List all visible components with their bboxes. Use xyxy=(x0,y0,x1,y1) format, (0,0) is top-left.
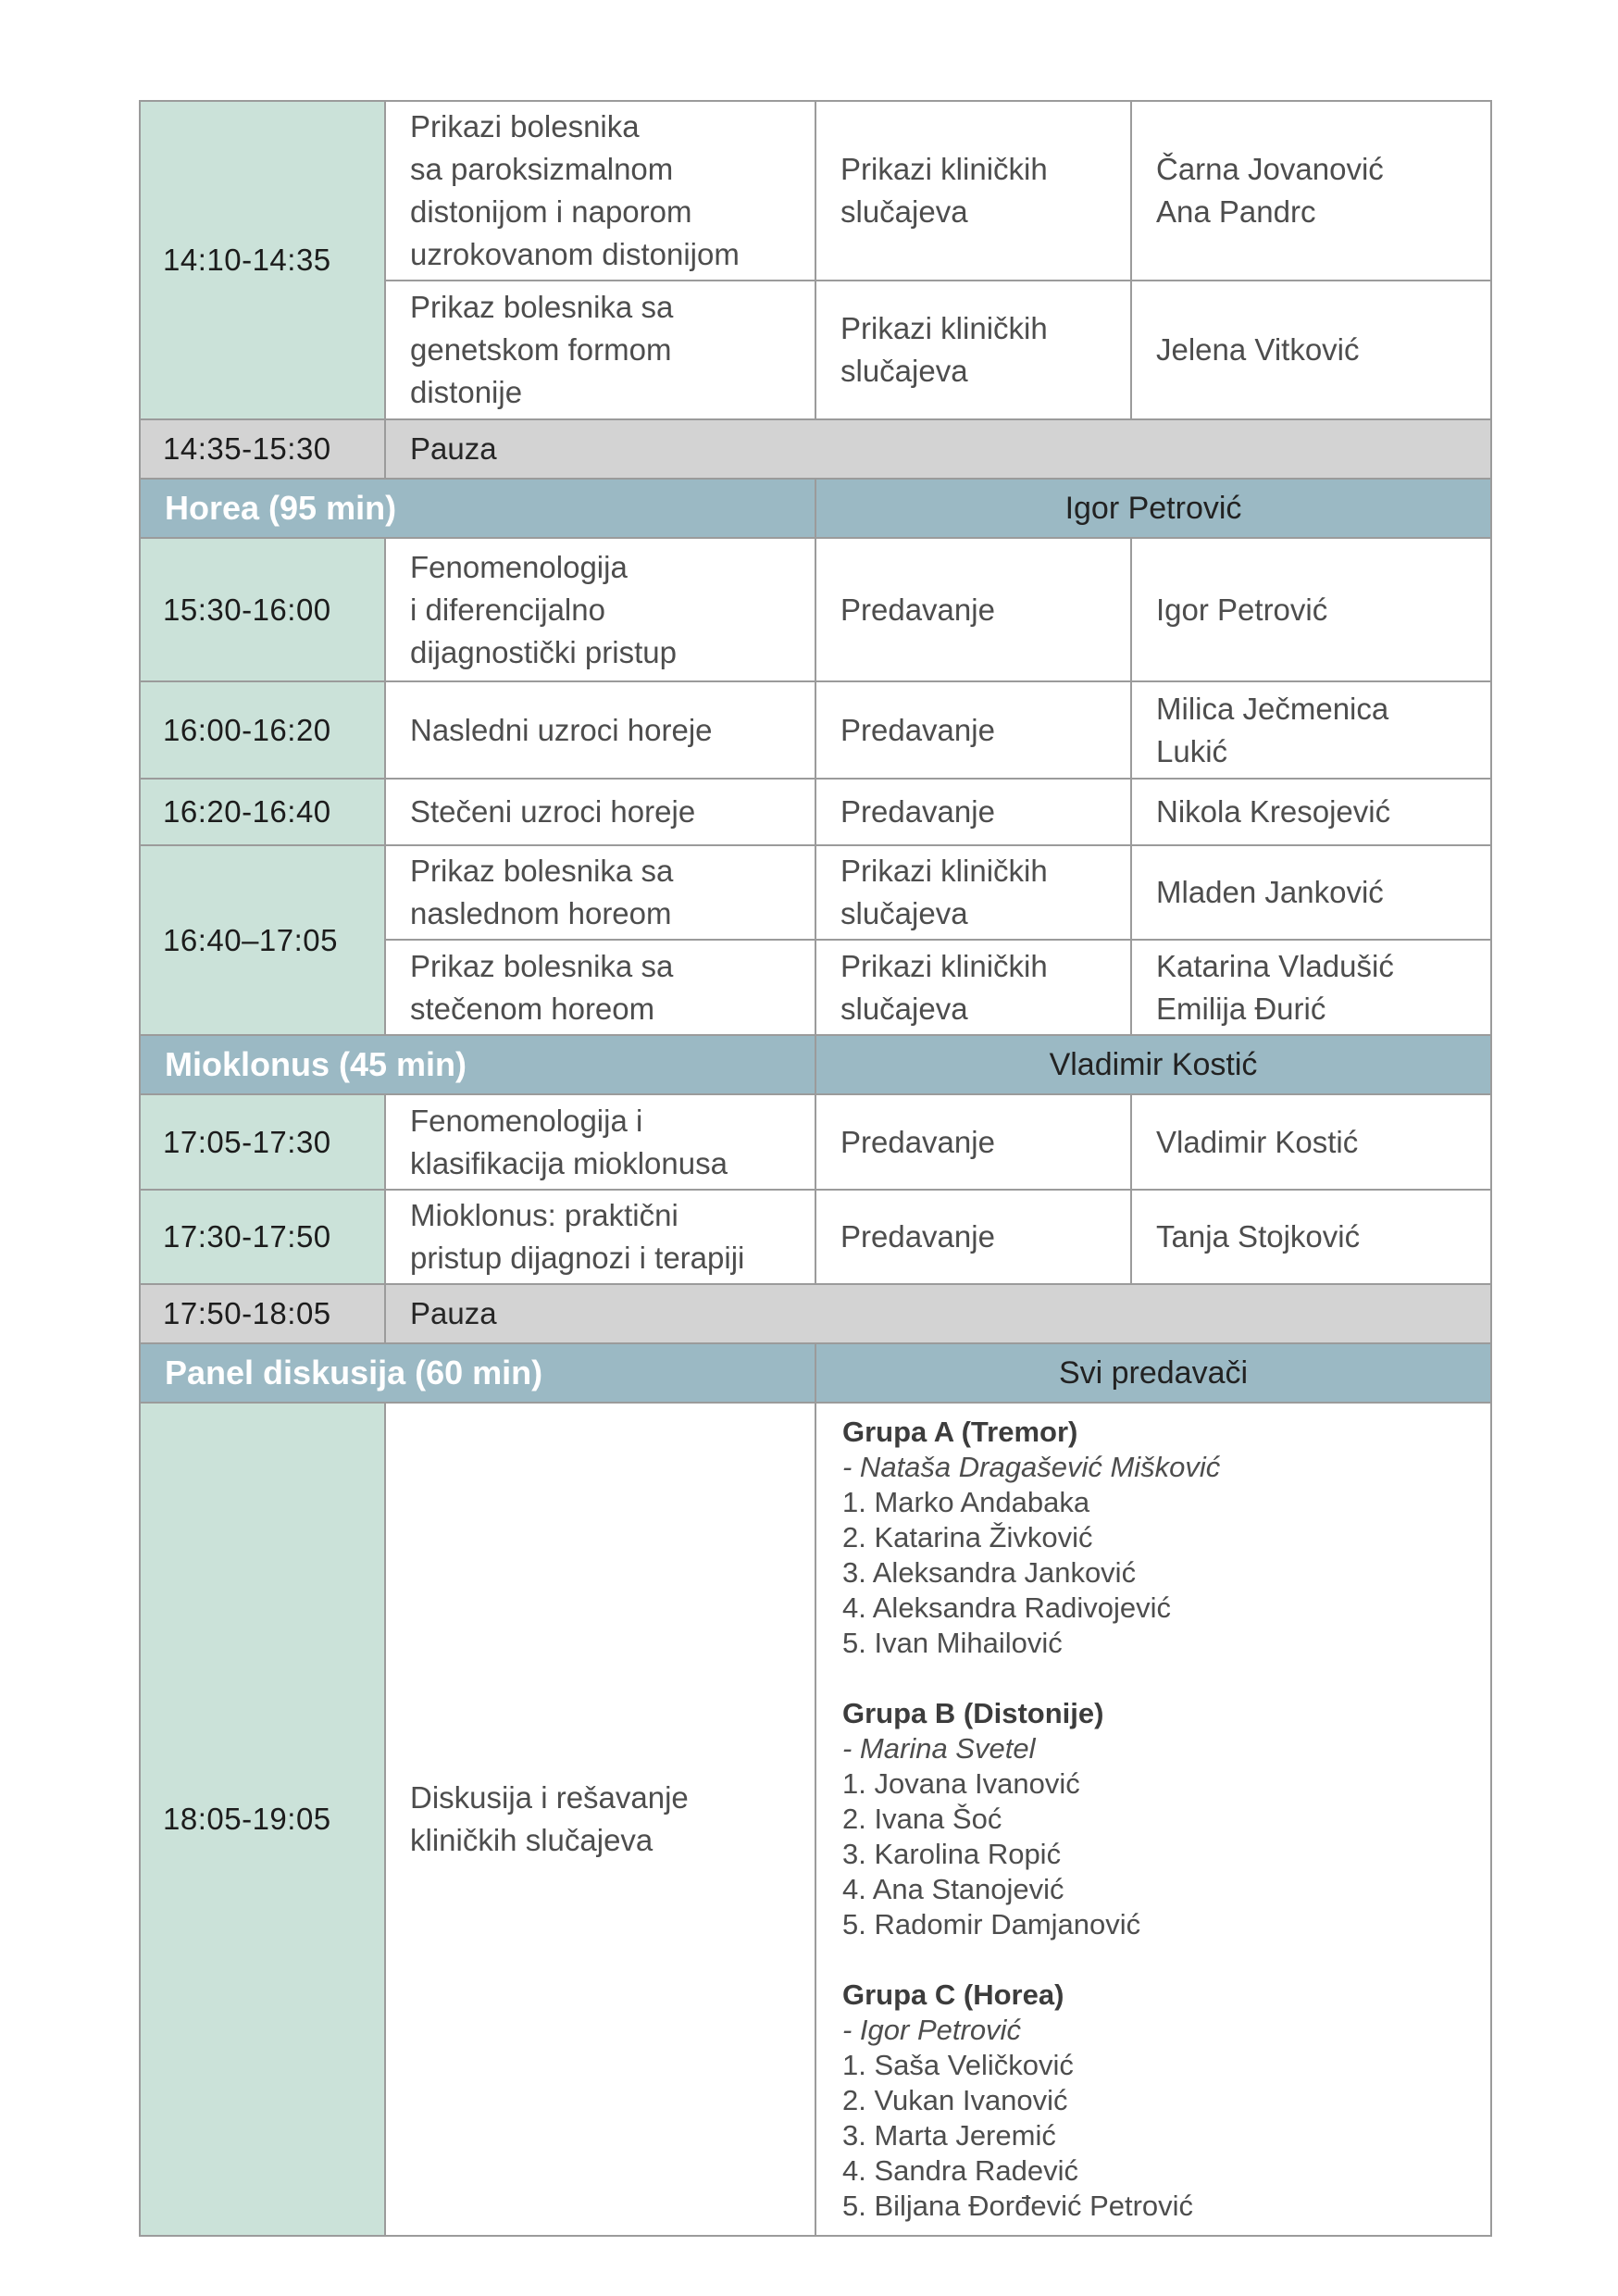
time-cell xyxy=(140,845,385,1035)
time-label: 15:30-16:00 xyxy=(163,592,331,627)
section-moderator: Vladimir Kostić xyxy=(1049,1046,1258,1082)
speaker-line: Mladen Janković xyxy=(1156,875,1384,909)
group-leader: - Marina Svetel xyxy=(842,1732,1036,1765)
type-line: Prikazi kliničkih xyxy=(840,152,1048,186)
time-cell xyxy=(140,681,385,779)
topic-cell xyxy=(385,940,815,1035)
speaker-line: Lukić xyxy=(1156,733,1228,768)
speaker-cell xyxy=(1131,1190,1491,1284)
group-member: 3. Marta Jeremić xyxy=(842,2119,1056,2152)
topic-cell xyxy=(385,538,815,681)
topic-line: Prikaz bolesnika sa xyxy=(410,854,674,888)
speaker-cell xyxy=(1131,940,1491,1035)
section-moderator: Svi predavači xyxy=(1058,1354,1249,1391)
topic-line: Prikaz bolesnika sa xyxy=(410,948,674,983)
type-cell xyxy=(815,940,1131,1035)
topic-cell xyxy=(385,1190,815,1284)
topic-line: dijagnostički pristup xyxy=(410,634,677,669)
table-row xyxy=(140,1403,1491,2236)
table-row xyxy=(140,101,1491,281)
time-cell xyxy=(140,101,385,419)
schedule-table-container xyxy=(139,100,1492,2237)
topic-line: Mioklonus: praktični xyxy=(410,1198,678,1232)
table-row xyxy=(140,779,1491,845)
table-row xyxy=(140,538,1491,681)
topic-line: sa paroksizmalnom xyxy=(410,152,674,186)
section-title: Panel diskusija (60 min) xyxy=(165,1354,543,1391)
pauza-row xyxy=(140,1284,1491,1343)
time-label: 16:00-16:20 xyxy=(163,712,331,747)
group-member: 3. Aleksandra Janković xyxy=(842,1556,1137,1589)
panel-groups-cell xyxy=(815,1403,1491,2236)
time-label: 17:05-17:30 xyxy=(163,1124,331,1159)
section-moderator: Igor Petrović xyxy=(1064,490,1242,526)
section-title-cell xyxy=(140,479,815,538)
group-member: 4. Ana Stanojević xyxy=(842,1873,1064,1905)
speaker-cell xyxy=(1131,538,1491,681)
type-line: Predavanje xyxy=(840,592,995,627)
type-line: Predavanje xyxy=(840,794,995,829)
topic-cell xyxy=(385,101,815,281)
speaker-line: Nikola Kresojević xyxy=(1156,794,1391,829)
section-header-row xyxy=(140,1343,1491,1403)
type-cell xyxy=(815,281,1131,419)
table-row xyxy=(140,845,1491,940)
time-cell xyxy=(140,1094,385,1190)
topic-line: pristup dijagnozi i terapiji xyxy=(410,1241,745,1275)
time-label: 14:35-15:30 xyxy=(163,431,331,466)
time-label: 14:10-14:35 xyxy=(163,243,331,277)
group-member: 2. Katarina Živković xyxy=(842,1521,1093,1554)
topic-cell xyxy=(385,1403,815,2236)
time-label: 16:20-16:40 xyxy=(163,794,331,829)
group-c-block xyxy=(842,1978,1490,2224)
group-spacer xyxy=(842,1661,1490,1696)
speaker-line: Tanja Stojković xyxy=(1156,1219,1361,1254)
speaker-cell xyxy=(1131,845,1491,940)
speaker-cell xyxy=(1131,779,1491,845)
section-title: Horea (95 min) xyxy=(165,489,397,527)
group-title: Grupa C (Horea) xyxy=(842,1978,1064,2011)
group-title: Grupa A (Tremor) xyxy=(842,1416,1078,1448)
time-cell xyxy=(140,1284,385,1343)
topic-line: Stečeni uzroci horeje xyxy=(410,794,696,829)
group-member: 5. Radomir Damjanović xyxy=(842,1908,1141,1940)
type-line: Prikazi kliničkih xyxy=(840,854,1048,888)
table-row xyxy=(140,1190,1491,1284)
topic-line: stečenom horeom xyxy=(410,991,655,1026)
type-cell xyxy=(815,779,1131,845)
time-label: 17:50-18:05 xyxy=(163,1296,331,1330)
table-row xyxy=(140,1094,1491,1190)
section-title-cell xyxy=(140,1035,815,1094)
group-leader: - Nataša Dragašević Mišković xyxy=(842,1451,1221,1483)
group-member: 1. Saša Veličković xyxy=(842,2049,1074,2081)
speaker-cell xyxy=(1131,681,1491,779)
pauza-cell xyxy=(385,419,1491,479)
group-member: 5. Ivan Mihailović xyxy=(842,1627,1063,1659)
group-a-block xyxy=(842,1415,1490,1661)
topic-line: Fenomenologija xyxy=(410,549,628,584)
pauza-row xyxy=(140,419,1491,479)
speaker-cell xyxy=(1131,1094,1491,1190)
topic-line: i diferencijalno xyxy=(410,592,605,627)
topic-line: Fenomenologija i xyxy=(410,1103,643,1138)
type-cell xyxy=(815,681,1131,779)
schedule-table xyxy=(139,100,1492,2237)
group-member: 2. Vukan Ivanović xyxy=(842,2084,1068,2116)
type-line: slučajeva xyxy=(840,354,968,388)
time-cell xyxy=(140,419,385,479)
group-member: 4. Aleksandra Radivojević xyxy=(842,1591,1171,1624)
group-title: Grupa B (Distonije) xyxy=(842,1697,1104,1729)
topic-line: genetskom formom xyxy=(410,332,672,367)
section-title-cell xyxy=(140,1343,815,1403)
type-cell xyxy=(815,845,1131,940)
time-label: 16:40–17:05 xyxy=(163,922,339,957)
group-leader: - Igor Petrović xyxy=(842,2014,1021,2046)
topic-cell xyxy=(385,281,815,419)
type-line: slučajeva xyxy=(840,896,968,930)
group-member: 3. Karolina Ropić xyxy=(842,1838,1062,1870)
group-member: 1. Marko Andabaka xyxy=(842,1486,1090,1518)
group-member: 1. Jovana Ivanović xyxy=(842,1767,1080,1800)
section-header-row xyxy=(140,479,1491,538)
topic-line: naslednom horeom xyxy=(410,896,672,930)
type-cell xyxy=(815,1190,1131,1284)
topic-line: kliničkih slučajeva xyxy=(410,1823,653,1857)
type-line: slučajeva xyxy=(840,991,968,1026)
pauza-cell xyxy=(385,1284,1491,1343)
speaker-cell xyxy=(1131,101,1491,281)
type-cell xyxy=(815,101,1131,281)
type-line: Predavanje xyxy=(840,712,995,747)
group-member: 4. Sandra Radević xyxy=(842,2154,1079,2187)
section-title: Mioklonus (45 min) xyxy=(165,1045,467,1083)
speaker-line: Vladimir Kostić xyxy=(1156,1124,1359,1159)
speaker-line: Čarna Jovanović xyxy=(1156,152,1384,186)
topic-line: klasifikacija mioklonusa xyxy=(410,1145,728,1180)
topic-line: distonije xyxy=(410,375,523,409)
type-line: Predavanje xyxy=(840,1124,995,1159)
topic-line: Nasledni uzroci horeje xyxy=(410,712,713,747)
topic-cell xyxy=(385,779,815,845)
time-label: 17:30-17:50 xyxy=(163,1219,331,1254)
type-cell xyxy=(815,1094,1131,1190)
speaker-line: Jelena Vitković xyxy=(1156,332,1360,367)
time-cell xyxy=(140,779,385,845)
speaker-line: Ana Pandrc xyxy=(1156,194,1316,229)
type-line: slučajeva xyxy=(840,194,968,229)
topic-line: uzrokovanom distonijom xyxy=(410,237,740,271)
type-cell xyxy=(815,538,1131,681)
time-cell xyxy=(140,1403,385,2236)
section-moderator-cell xyxy=(815,1035,1491,1094)
section-moderator-cell xyxy=(815,479,1491,538)
speaker-line: Katarina Vladušić xyxy=(1156,948,1394,983)
type-line: Predavanje xyxy=(840,1219,995,1254)
group-member: 2. Ivana Šoć xyxy=(842,1803,1002,1835)
topic-cell xyxy=(385,1094,815,1190)
speaker-line: Milica Ječmenica xyxy=(1156,691,1389,726)
pauza-label: Pauza xyxy=(410,431,497,466)
time-cell xyxy=(140,538,385,681)
type-line: Prikazi kliničkih xyxy=(840,311,1048,345)
group-b-block xyxy=(842,1696,1490,1942)
topic-line: distonijom i naporom xyxy=(410,194,692,229)
speaker-line: Igor Petrović xyxy=(1156,592,1328,627)
topic-line: Prikaz bolesnika sa xyxy=(410,290,674,324)
time-label: 18:05-19:05 xyxy=(163,1802,331,1836)
speaker-cell xyxy=(1131,281,1491,419)
section-moderator-cell xyxy=(815,1343,1491,1403)
topic-cell xyxy=(385,845,815,940)
table-row xyxy=(140,681,1491,779)
group-member: 5. Biljana Đorđević Petrović xyxy=(842,2190,1194,2222)
topic-line: Diskusija i rešavanje xyxy=(410,1780,689,1815)
section-header-row xyxy=(140,1035,1491,1094)
speaker-line: Emilija Đurić xyxy=(1156,991,1326,1026)
pauza-label: Pauza xyxy=(410,1296,497,1330)
topic-cell xyxy=(385,681,815,779)
type-line: Prikazi kliničkih xyxy=(840,948,1048,983)
topic-line: Prikazi bolesnika xyxy=(410,109,640,144)
group-spacer xyxy=(842,1942,1490,1978)
time-cell xyxy=(140,1190,385,1284)
